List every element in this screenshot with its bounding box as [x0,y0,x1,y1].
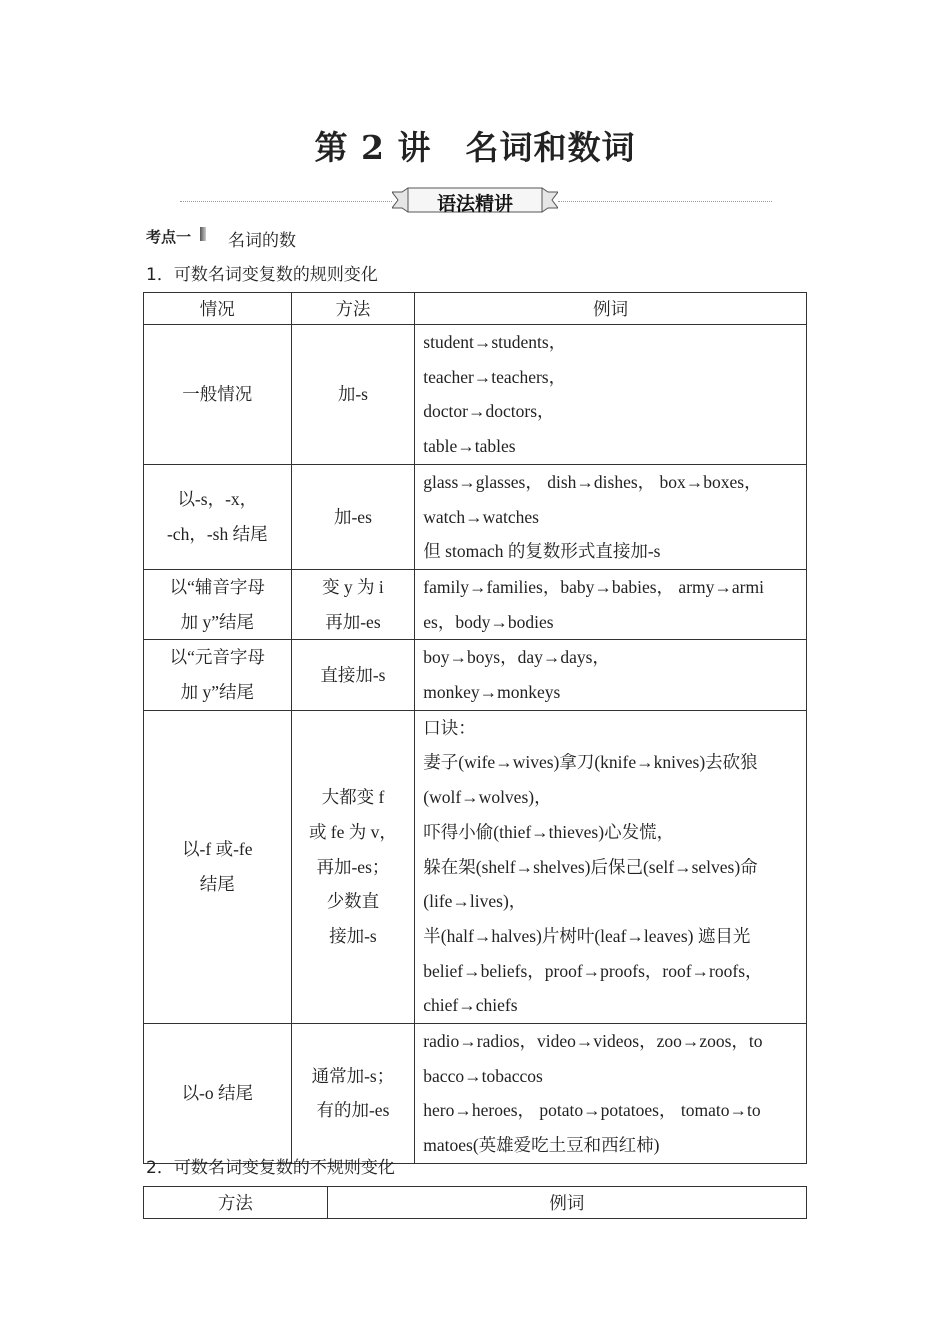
column-header: 例词 [415,293,807,325]
situation-cell [144,710,292,1023]
banner-divider-right [558,201,772,202]
cell-line: matoes(英雄爱吃土豆和西红柿) [423,1135,660,1156]
section-banner [392,186,558,214]
examples-cell [415,569,807,639]
table-header-row [144,1187,807,1219]
table-header-row [144,293,807,325]
table-row [144,464,807,569]
table-row [144,1024,807,1164]
situation-cell [144,640,292,710]
method-cell [291,640,415,710]
method-cell [291,569,415,639]
column-header: 方法 [291,293,415,325]
page-title: 第 2 讲 名词和数词 [314,128,636,167]
section-heading-2: 2．可数名词变复数的不规则变化 [146,1158,395,1178]
cell-line: 有的加-es [316,1100,390,1121]
examples-cell [415,640,807,710]
cell-line: 变 y 为 i [322,576,384,597]
cell-line: 直接加-s [320,664,386,685]
situation-cell [144,1024,292,1164]
section-heading-1: 1．可数名词变复数的规则变化 [146,265,378,285]
cell-line: 再加-es； [316,856,390,877]
cell-line: 躲在架(shelf→shelves)后保己(self→selves)命 [423,856,758,877]
method-cell [291,710,415,1023]
kaodian-name: 名词的数 [228,231,296,251]
method-cell [291,325,415,465]
method-cell [291,464,415,569]
table-row [144,569,807,639]
cell-line: 以-f 或-fe [182,839,253,860]
cell-line: radio→radios，video→videos，zoo→zoos，to [423,1031,763,1052]
irregular-plural-table [143,1186,807,1219]
cell-line: doctor→doctors， [423,401,555,422]
kaodian-marker-icon [200,227,206,241]
cell-line: 加-es [333,506,372,527]
cell-line: hero→heroes， potato→potatoes， tomato→to [423,1100,761,1121]
cell-line: 接加-s [329,925,377,946]
cell-line: 加 y”结尾 [180,611,254,632]
cell-line: 少数直 [326,891,380,912]
cell-line: 但 stomach 的复数形式直接加-s [423,541,661,562]
cell-line: belief→beliefs，proof→proofs，roof→roofs， [423,960,763,981]
cell-line: 以-s，-x， [177,489,258,510]
column-header: 方法 [144,1187,328,1219]
cell-line: 加-s [337,384,368,405]
cell-line: -ch，-sh 结尾 [166,523,268,544]
cell-line: teacher→teachers， [423,366,567,387]
situation-cell [144,569,292,639]
cell-line: 半(half→halves)片树叶(leaf→leaves) 遮目光 [423,925,751,946]
cell-line: glass→glasses， dish→dishes， box→boxes， [423,471,762,492]
table-row [144,710,807,1023]
cell-line: 吓得小偷(thief→thieves)心发慌， [423,821,675,842]
table-row [144,325,807,465]
cell-line: monkey→monkeys [423,682,561,703]
cell-line: 以-o 结尾 [181,1083,254,1104]
column-header: 例词 [327,1187,806,1219]
banner-label: 语法精讲 [436,193,513,215]
cell-line: 大都变 f [321,787,385,808]
cell-line: 或 fe 为 v， [308,821,397,842]
cell-line: (wolf→wolves)， [423,787,552,808]
kaodian-label: 考点一 [146,228,192,246]
method-cell [291,1024,415,1164]
cell-line: (life→lives)， [423,891,527,912]
cell-line: 再加-es [325,611,381,632]
situation-cell [144,325,292,465]
examples-cell [415,1024,807,1164]
cell-line: 加 y”结尾 [180,682,254,703]
cell-line: 以“辅音字母 [169,576,265,597]
cell-line: student→students， [423,332,567,352]
examples-cell [415,464,807,569]
cell-line: 以“元音字母 [169,647,265,668]
cell-line: boy→boys，day→days， [423,647,610,668]
cell-line: chief→chiefs [423,995,518,1016]
situation-cell [144,464,292,569]
cell-line: es，body→bodies [423,611,554,632]
column-header: 情况 [144,293,292,325]
cell-line: family→families，baby→babies， army→armi [423,576,764,597]
table-row [144,640,807,710]
cell-line: 妻子(wife→wives)拿刀(knife→knives)去砍狼 [423,752,758,773]
banner-divider-left [180,201,392,202]
cell-line: 口诀： [423,717,476,738]
cell-line: 结尾 [199,873,235,894]
cell-line: bacco→tobaccos [423,1065,543,1086]
cell-line: 一般情况 [182,384,253,405]
examples-cell [415,710,807,1023]
cell-line: 通常加-s； [311,1065,395,1086]
examples-cell [415,325,807,465]
regular-plural-table [143,292,807,1164]
cell-line: watch→watches [423,506,539,527]
cell-line: table→tables [423,436,516,457]
